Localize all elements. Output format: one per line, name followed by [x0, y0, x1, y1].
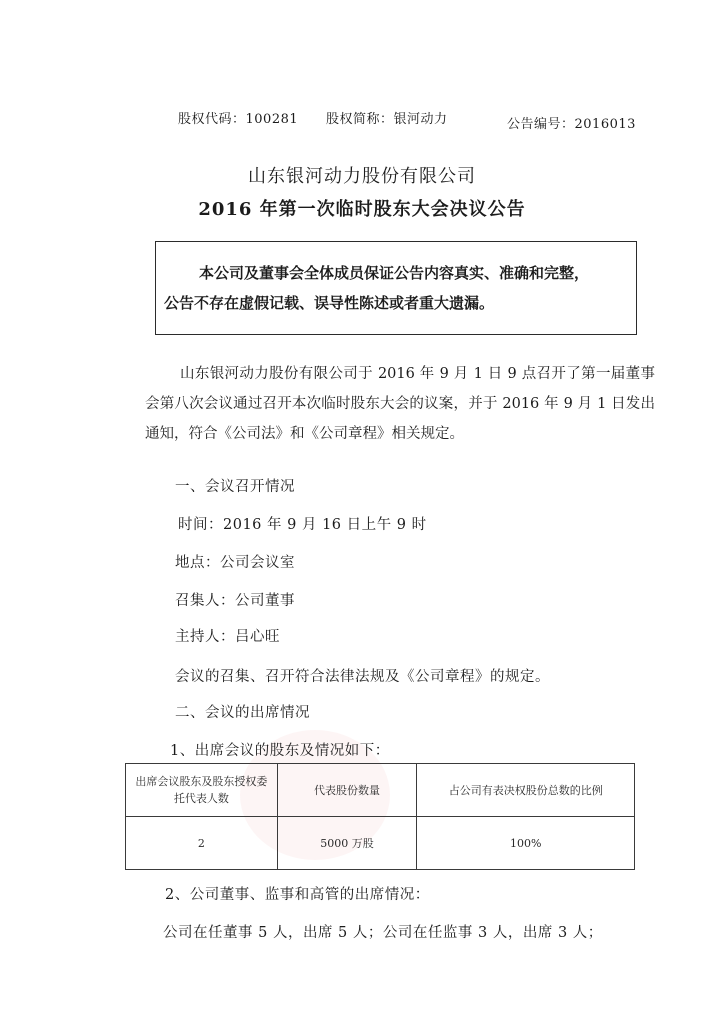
intro-paragraph: 山东银河动力股份有限公司于 2016 年 9 月 1 日 9 点召开了第一届董事会第八次会议通过召开本次临时股东大会的议案，并于 2016 年 9 月 1 日发出通知，符合《公司法》和《公司章程》相关规定。	[145, 366, 655, 442]
announcement-title: 2016 年第一次临时股东大会决议公告	[198, 199, 526, 220]
attendance-table	[125, 763, 635, 870]
stock-code: 股权代码：100281	[178, 112, 299, 127]
meeting-convener: 召集人：公司董事	[175, 593, 295, 609]
table-header-row	[126, 764, 635, 817]
table-cell: 5000 万股	[277, 817, 417, 870]
section1-heading: 一、会议召开情况	[175, 479, 295, 495]
meeting-place: 地点：公司会议室	[175, 555, 295, 571]
table-cell: 100%	[417, 817, 635, 870]
stock-short-name: 股权简称：银河动力	[326, 112, 448, 127]
notice-number: 公告编号：2016013	[507, 117, 636, 132]
disclaimer-line-2: 公告不存在虚假记载、误导性陈述或者重大遗漏。	[164, 294, 495, 312]
directors-attendance: 公司在任董事 5 人，出席 5 人；公司在任监事 3 人，出席 3 人；	[163, 925, 603, 941]
disclaimer-box	[155, 241, 637, 335]
meeting-time: 时间：2016 年 9 月 16 日上午 9 时	[178, 517, 427, 533]
meeting-compliance: 会议的召集、召开符合法律法规及《公司章程》的规定。	[175, 669, 550, 685]
table-cell: 2	[126, 817, 278, 870]
table-header-cell: 占公司有表决权股份总数的比例	[417, 764, 635, 817]
table-header-cell: 出席会议股东及股东授权委托代表人数	[126, 764, 278, 817]
section2-sub2: 2、公司董事、监事和高管的出席情况：	[165, 887, 430, 903]
table-header-cell: 代表股份数量	[277, 764, 417, 817]
table-row	[126, 817, 635, 870]
meeting-host: 主持人：吕心旺	[175, 629, 280, 645]
company-title: 山东银河动力股份有限公司	[248, 166, 476, 187]
section2-sub1: 1、出席会议的股东及情况如下：	[170, 743, 390, 759]
disclaimer-line-1: 本公司及董事会全体成员保证公告内容真实、准确和完整，	[199, 264, 590, 282]
section2-heading: 二、会议的出席情况	[175, 705, 310, 721]
